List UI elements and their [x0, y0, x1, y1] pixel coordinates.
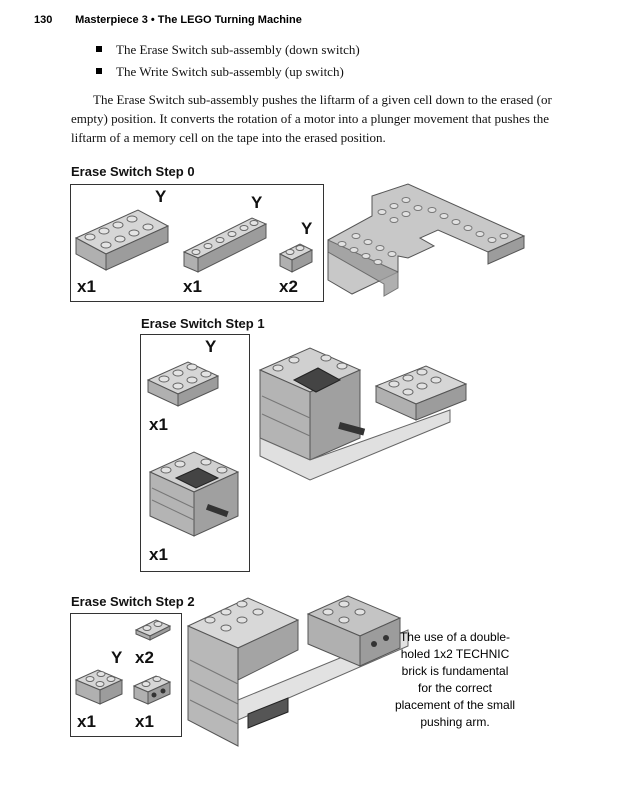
bullet-text: The Erase Switch sub-assembly (down switch)	[116, 42, 360, 57]
part-quantity: x2	[135, 648, 154, 667]
color-label: Y	[111, 648, 123, 667]
color-label: Y	[301, 219, 313, 238]
body-paragraph: The Erase Switch sub-assembly pushes the liftarm of a given cell down to the erased (or empty) position. It converts the rotation of a motor into a plunger movement that pushes the liftarm of a memory cell on the tape into the erased position.	[71, 92, 552, 145]
plate-1x2-illustration	[134, 618, 174, 642]
step-1-assembly-illustration	[254, 340, 474, 500]
color-label: Y	[251, 193, 263, 212]
bullet-item	[96, 64, 344, 80]
note-line: The use of a double-	[399, 630, 511, 644]
technic-brick-1x2-illustration	[132, 672, 176, 708]
step-1-title: Erase Switch Step 1	[141, 316, 265, 331]
color-label: Y	[205, 337, 217, 356]
note-line: holed 1x2 TECHNIC	[400, 647, 510, 661]
page-number: 130	[34, 14, 53, 26]
bullet-item	[96, 42, 360, 58]
part-quantity: x1	[183, 277, 202, 296]
part-quantity: x1	[77, 277, 96, 296]
brick-2x2-illustration	[74, 666, 126, 708]
part-quantity: x1	[77, 712, 96, 731]
bullet-text: The Write Switch sub-assembly (up switch)	[116, 64, 344, 79]
switch-subassembly-illustration	[146, 448, 242, 538]
part-quantity: x1	[135, 712, 154, 731]
bullet-square-icon	[96, 68, 102, 74]
brick-2x4-illustration	[72, 200, 172, 270]
note-line: for the correct	[417, 681, 493, 695]
color-label: Y	[155, 187, 167, 206]
bullet-square-icon	[96, 46, 102, 52]
part-quantity: x1	[149, 415, 168, 434]
brick-1x2-illustration	[278, 240, 318, 276]
note-line: pushing arm.	[420, 715, 490, 729]
step-0-title: Erase Switch Step 0	[71, 164, 195, 179]
step-0-assembly-illustration	[328, 190, 528, 300]
brick-2x3-illustration	[146, 358, 226, 408]
running-header	[34, 14, 302, 26]
technic-brick-note	[370, 629, 540, 731]
part-quantity: x2	[279, 277, 298, 296]
chapter-title: Masterpiece 3 • The LEGO Turning Machine	[75, 14, 302, 26]
step-2-title: Erase Switch Step 2	[71, 594, 195, 609]
part-quantity: x1	[149, 545, 168, 564]
note-line: brick is fundamental	[401, 664, 509, 678]
note-line: placement of the small	[394, 698, 516, 712]
brick-1x6-illustration	[182, 212, 272, 272]
